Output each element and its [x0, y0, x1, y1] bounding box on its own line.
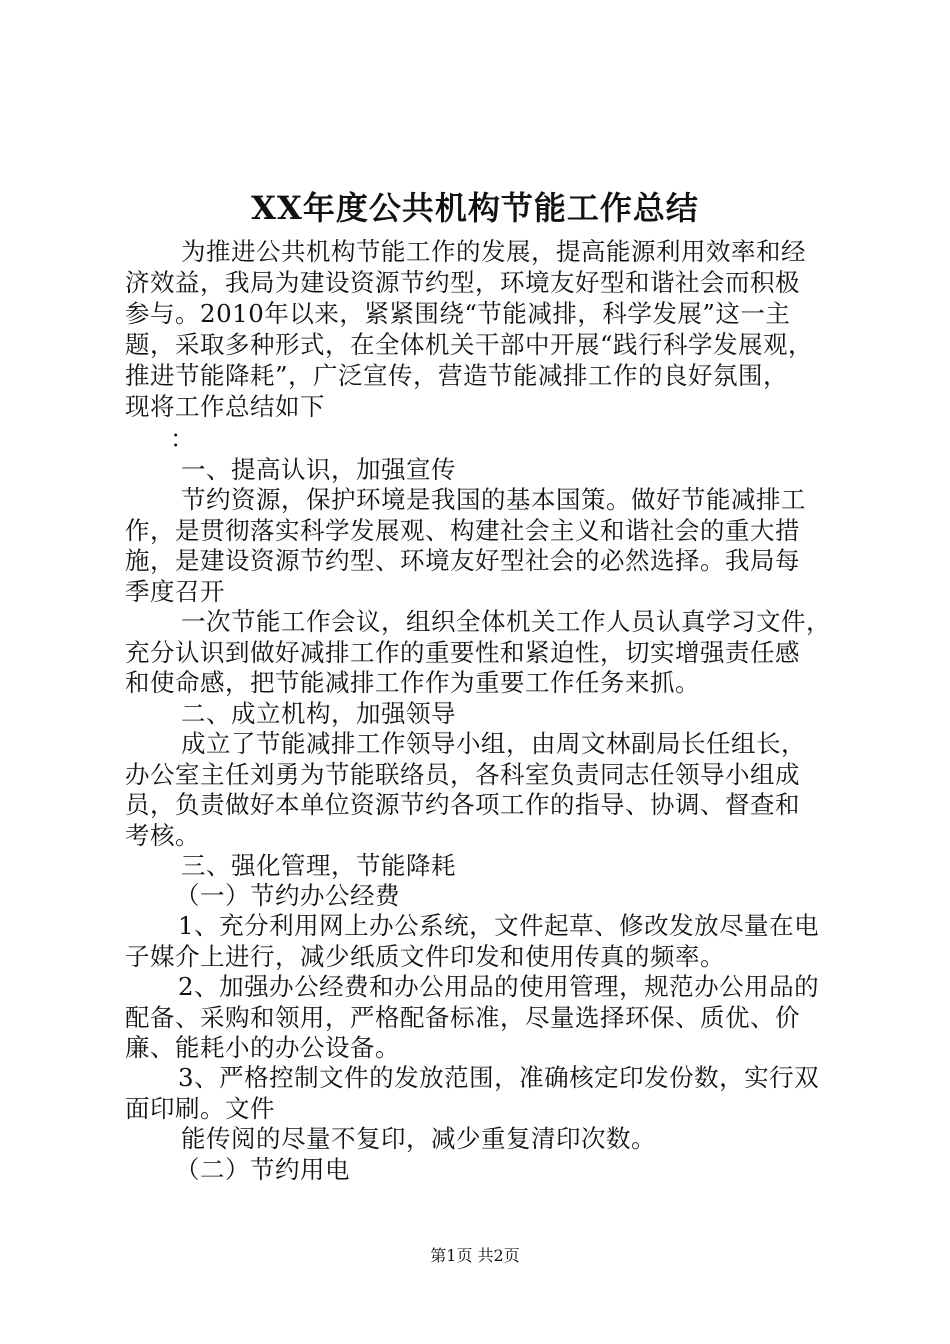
body-line: 3、严格控制文件的发放范围，准确核定印发份数，实行双	[178, 1063, 820, 1092]
body-line: 季度召开	[125, 577, 225, 606]
body-line: 题，采取多种形式，在全体机关干部中开展“践行科学发展观，	[125, 330, 814, 359]
body-line: 办公室主任刘勇为节能联络员，各科室负责同志任领导小组成	[125, 760, 800, 789]
section-heading: 一、提高认识，加强宣传	[181, 455, 456, 484]
body-line: 面印刷。文件	[125, 1094, 275, 1123]
page-footer: 第1页 共2页	[430, 1246, 520, 1265]
subsection-heading: （一）节约办公经费	[175, 881, 400, 910]
body-line: 现将工作总结如下	[125, 392, 325, 421]
document-title: XX年度公共机构节能工作总结	[251, 189, 699, 227]
body-line: 作，是贯彻落实科学发展观、构建社会主义和谐社会的重大措	[125, 516, 800, 545]
body-line: 节约资源，保护环境是我国的基本国策。做好节能减排工	[181, 485, 806, 514]
body-line: ：	[170, 424, 195, 453]
body-line: 能传阅的尽量不复印，减少重复清印次数。	[181, 1124, 656, 1153]
body-line: 参与。2010年以来，紧紧围绕“节能减排，科学发展”这一主	[125, 299, 791, 328]
body-line: 和使命感，把节能减排工作作为重要工作任务来抓。	[125, 668, 700, 697]
body-line: 廉、能耗小的办公设备。	[125, 1033, 400, 1062]
body-line: 推进节能降耗”，广泛宣传，营造节能减排工作的良好氛围，	[125, 361, 789, 390]
subsection-heading: （二）节约用电	[175, 1155, 350, 1184]
body-line: 配备、采购和领用，严格配备标准，尽量选择环保、质优、价	[125, 1003, 800, 1032]
body-line: 为推进公共机构节能工作的发展，提高能源利用效率和经	[181, 237, 806, 266]
body-line: 1、充分利用网上办公系统，文件起草、修改发放尽量在电	[178, 911, 820, 940]
section-heading: 二、成立机构，加强领导	[181, 699, 456, 728]
body-line: 济效益，我局为建设资源节约型，环境友好型和谐社会而积极	[125, 268, 800, 297]
body-line: 2、加强办公经费和办公用品的使用管理，规范办公用品的	[178, 972, 820, 1001]
section-heading: 三、强化管理，节能降耗	[181, 851, 456, 880]
body-line: 员，负责做好本单位资源节约各项工作的指导、协调、督查和	[125, 790, 800, 819]
body-line: 成立了节能减排工作领导小组，由周文林副局长任组长，	[181, 729, 806, 758]
body-line: 子媒介上进行，减少纸质文件印发和使用传真的频率。	[125, 942, 725, 971]
body-line: 一次节能工作会议，组织全体机关工作人员认真学习文件，	[181, 607, 831, 636]
body-line: 施，是建设资源节约型、环境友好型社会的必然选择。我局每	[125, 546, 800, 575]
body-line: 充分认识到做好减排工作的重要性和紧迫性，切实增强责任感	[125, 638, 800, 667]
body-line: 考核。	[125, 821, 200, 850]
